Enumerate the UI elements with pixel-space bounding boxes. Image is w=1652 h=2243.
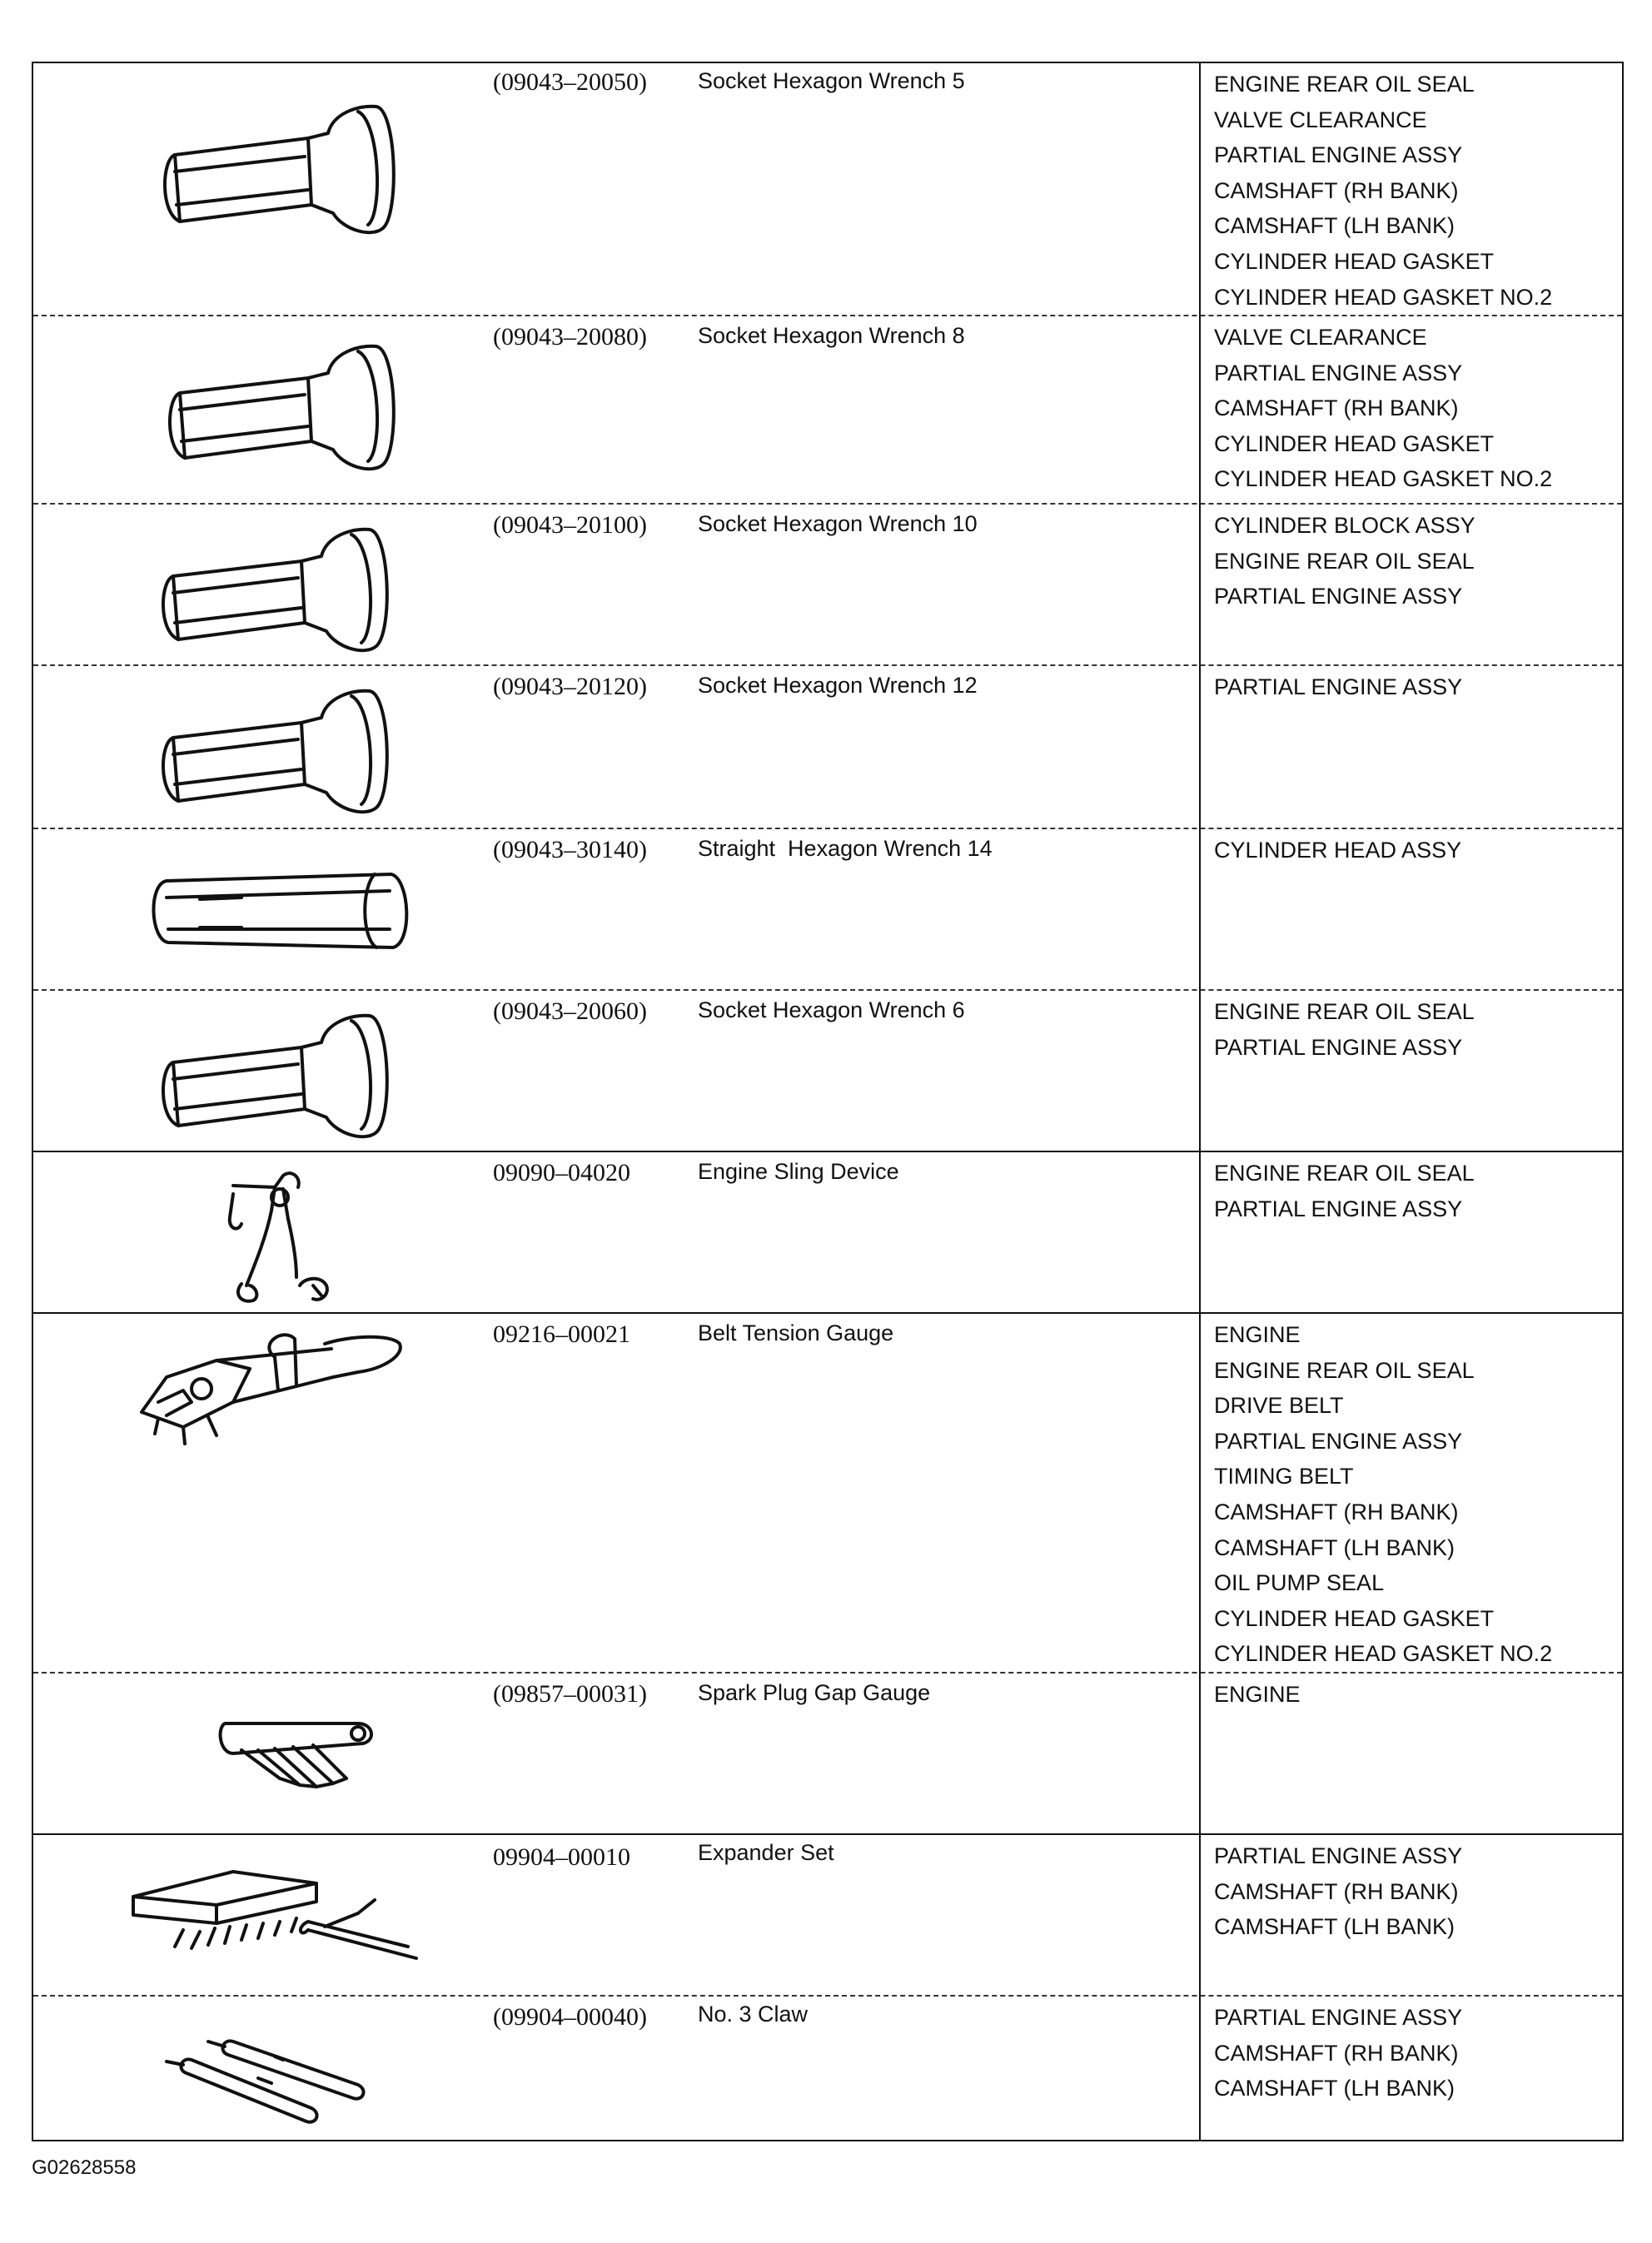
- tool-number: 09904–00010: [493, 1843, 630, 1871]
- tool-name: Expander Set: [698, 1840, 834, 1865]
- tool-uses: [1214, 833, 1461, 868]
- figure-id: G02628558: [32, 2156, 137, 2179]
- tool-row: [33, 63, 1622, 315]
- use-item: CYLINDER HEAD GASKET: [1214, 1605, 1495, 1631]
- use-item: VALVE CLEARANCE: [1214, 325, 1427, 350]
- tool-name: Engine Sling Device: [698, 1159, 899, 1184]
- use-item: CYLINDER HEAD GASKET: [1214, 430, 1495, 456]
- tool-uses: [1214, 320, 1552, 497]
- tool-name: Socket Hexagon Wrench 12: [698, 673, 978, 698]
- use-item: PARTIAL ENGINE ASSY: [1214, 584, 1463, 609]
- tool-uses: [1214, 669, 1462, 705]
- tool-row: [33, 316, 1622, 503]
- tool-row: [33, 1152, 1622, 1312]
- tool-number: (09043–20120): [493, 673, 647, 700]
- tool-row: [33, 1997, 1622, 2141]
- tool-name: Belt Tension Gauge: [698, 1320, 894, 1345]
- tool-name: Straight Hexagon Wrench 14: [698, 836, 993, 861]
- tool-name: Socket Hexagon Wrench 8: [698, 323, 965, 348]
- tool-number: 09216–00021: [493, 1320, 630, 1348]
- spark-plug-gap-gauge-icon: [108, 1698, 441, 1807]
- tool-uses: [1214, 1677, 1301, 1713]
- use-item: CAMSHAFT (LH BANK): [1214, 2076, 1455, 2101]
- use-item: PARTIAL ENGINE ASSY: [1214, 142, 1463, 168]
- use-item: DRIVE BELT: [1214, 1393, 1344, 1419]
- tool-row: [33, 1835, 1622, 1995]
- use-item: ENGINE REAR OIL SEAL: [1214, 1161, 1475, 1186]
- tool-row: [33, 991, 1622, 1151]
- engine-sling-icon: [108, 1161, 441, 1310]
- tool-name: Socket Hexagon Wrench 5: [698, 68, 965, 93]
- claw-icon: [108, 2008, 441, 2133]
- use-item: PARTIAL ENGINE ASSY: [1214, 674, 1463, 699]
- use-item: CAMSHAFT (RH BANK): [1214, 1878, 1459, 1904]
- use-item: ENGINE: [1214, 1682, 1301, 1707]
- tool-uses: [1214, 1156, 1475, 1226]
- use-item: PARTIAL ENGINE ASSY: [1214, 2005, 1463, 2030]
- use-item: ENGINE REAR OIL SEAL: [1214, 548, 1475, 574]
- socket-hexagon-wrench-icon: [108, 516, 441, 658]
- use-item: CAMSHAFT (RH BANK): [1214, 395, 1459, 421]
- belt-tension-gauge-icon: [108, 1319, 441, 1460]
- socket-hexagon-wrench-icon: [108, 1002, 441, 1144]
- expander-set-icon: [108, 1847, 441, 1988]
- use-item: PARTIAL ENGINE ASSY: [1214, 1843, 1463, 1868]
- tool-row: [33, 505, 1622, 664]
- use-item: ENGINE REAR OIL SEAL: [1214, 1357, 1475, 1383]
- tool-uses: [1214, 67, 1552, 315]
- tool-uses: [1214, 1317, 1552, 1672]
- use-item: CYLINDER HEAD GASKET: [1214, 248, 1495, 274]
- use-item: CYLINDER HEAD GASKET NO.2: [1214, 1641, 1553, 1667]
- use-item: CAMSHAFT (LH BANK): [1214, 213, 1455, 239]
- use-item: CAMSHAFT (RH BANK): [1214, 1499, 1459, 1524]
- tool-number: (09043–20050): [493, 68, 647, 96]
- tool-row: [33, 1314, 1622, 1672]
- tool-number: (09043–20100): [493, 511, 647, 539]
- use-item: CYLINDER BLOCK ASSY: [1214, 513, 1475, 538]
- use-item: CYLINDER HEAD GASKET NO.2: [1214, 284, 1553, 310]
- tool-uses: [1214, 994, 1475, 1065]
- tool-name: Spark Plug Gap Gauge: [698, 1680, 931, 1705]
- socket-hexagon-wrench-icon: [108, 88, 441, 255]
- use-item: PARTIAL ENGINE ASSY: [1214, 1428, 1463, 1454]
- tool-number: (09043–30140): [493, 836, 647, 863]
- tool-uses: [1214, 2000, 1462, 2106]
- tool-row: [33, 829, 1622, 989]
- use-item: PARTIAL ENGINE ASSY: [1214, 1034, 1463, 1060]
- use-item: VALVE CLEARANCE: [1214, 107, 1427, 132]
- tool-uses: [1214, 508, 1475, 614]
- tool-number: (09857–00031): [493, 1680, 647, 1708]
- special-tools-table: [32, 62, 1624, 2141]
- tool-row: [33, 1674, 1622, 1833]
- use-item: ENGINE: [1214, 1322, 1301, 1347]
- use-item: PARTIAL ENGINE ASSY: [1214, 360, 1463, 385]
- tool-name: No. 3 Claw: [698, 2002, 809, 2027]
- use-item: CYLINDER HEAD ASSY: [1214, 838, 1462, 863]
- tool-number: (09043–20060): [493, 997, 647, 1025]
- tool-number: 09090–04020: [493, 1159, 630, 1186]
- use-item: OIL PUMP SEAL: [1214, 1570, 1385, 1596]
- use-item: ENGINE REAR OIL SEAL: [1214, 72, 1475, 97]
- use-item: CYLINDER HEAD GASKET NO.2: [1214, 466, 1553, 492]
- use-item: TIMING BELT: [1214, 1464, 1354, 1490]
- tool-number: (09043–20080): [493, 323, 647, 351]
- tool-uses: [1214, 1838, 1462, 1945]
- use-item: ENGINE REAR OIL SEAL: [1214, 999, 1475, 1024]
- straight-hexagon-wrench-icon: [108, 849, 441, 966]
- use-item: CAMSHAFT (LH BANK): [1214, 1914, 1455, 1940]
- socket-hexagon-wrench-icon: [108, 333, 441, 483]
- use-item: CAMSHAFT (RH BANK): [1214, 2040, 1459, 2066]
- tool-row: [33, 666, 1622, 828]
- tool-number: (09904–00040): [493, 2003, 647, 2031]
- use-item: CAMSHAFT (RH BANK): [1214, 177, 1459, 203]
- use-item: PARTIAL ENGINE ASSY: [1214, 1196, 1463, 1221]
- tool-name: Socket Hexagon Wrench 6: [698, 997, 965, 1022]
- tool-name: Socket Hexagon Wrench 10: [698, 511, 978, 536]
- socket-hexagon-wrench-icon: [108, 678, 441, 819]
- use-item: CAMSHAFT (LH BANK): [1214, 1534, 1455, 1560]
